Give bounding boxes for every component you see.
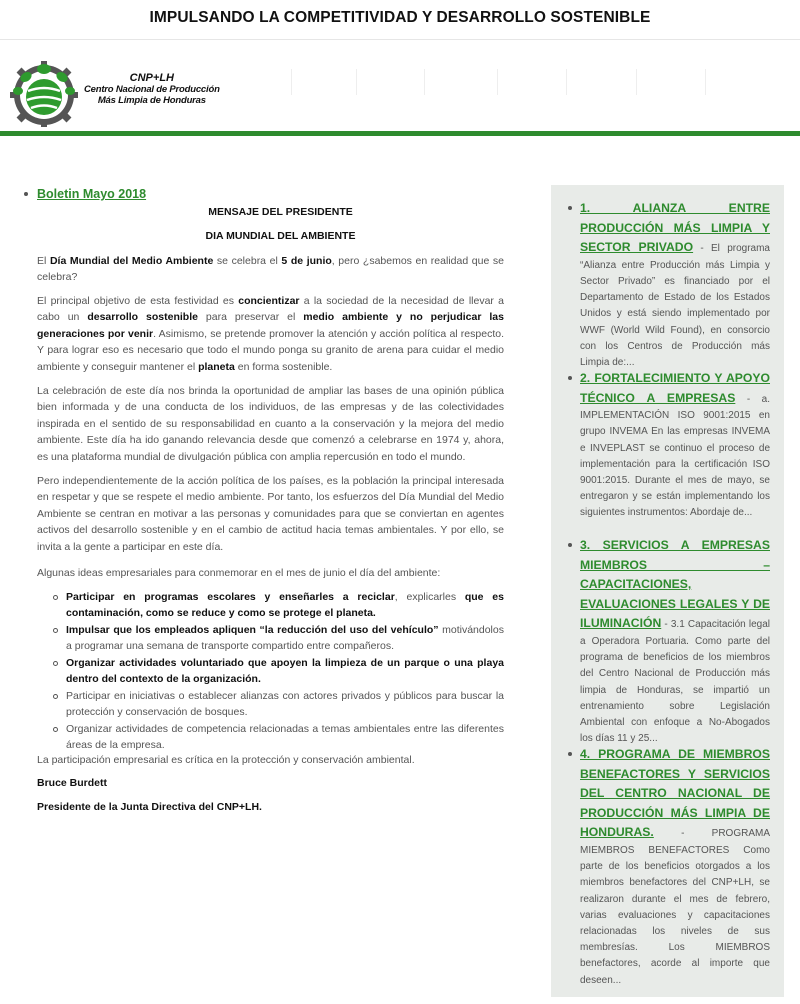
logo-line-2: Centro Nacional de Producción xyxy=(84,84,220,95)
nav-separator xyxy=(424,69,425,95)
nav-separator xyxy=(497,69,498,95)
sidebar-post-excerpt: - 3.1 Capacitación legal a Operadora Portuaria. Como parte del programa de beneficios de los miembros del Centro Nacional de Producción más limpia de Honduras, se impartió un entrenamiento sobre Legislación Ambiental con enfoque a No-Abogados los días 11 y 25... xyxy=(580,619,770,745)
site-header xyxy=(0,41,800,131)
bullet-icon xyxy=(568,376,572,380)
post-paragraph: El principal objetivo de esta festividad es concientizar a la sociedad de la necesidad de llevar a cabo un desarrollo sostenible para preservar el medio ambiente y no perjudicar las generaciones por venir. Asimismo, se pretende promover la atención y acción política al respecto. Y para lograr eso es necesario que todo el mundo ponga su granito de arena para cuidar el medio ambiente y conseguir mantener el planeta en forma sostenible. xyxy=(37,295,505,373)
bullet-circle-icon xyxy=(53,595,58,600)
bullet-icon xyxy=(568,752,572,756)
signature-title: Presidente de la Junta Directiva del CNP+LH. xyxy=(37,801,262,813)
sidebar-post-excerpt: - El programa “Alianza entre Producción más Limpia y Sector Privado” es financiado por el Departamento de Estado de los Estados Unidos y está siendo implementado por WWF (World Wild Found), en consorcio con los Centros de Producción más Limpia de:... xyxy=(580,243,770,368)
list-item: Organizar actividades voluntariado que apoyen la limpieza de un parque o una playa dentro del contexto de la organización. xyxy=(66,655,504,688)
post-title-link[interactable]: Boletin Mayo 2018 xyxy=(37,187,147,201)
list-item: Organizar actividades de competencia relacionadas a temas ambientales entre las diferentes áreas de la empresa. xyxy=(66,721,504,754)
logo-line-3: Más Limpia de Honduras xyxy=(97,95,206,106)
nav-separator xyxy=(705,69,706,95)
list-item: Participar en programas escolares y enseñarles a reciclar, explicarles que es contaminación, como se reduce y como se protege el planeta. xyxy=(66,589,504,622)
sidebar-post-item xyxy=(580,199,770,371)
list-item: Participar en iniciativas o establecer alianzas con actores privados y públicos para buscar la protección y conservación de bosques. xyxy=(66,688,504,721)
cnplh-logo-icon[interactable] xyxy=(6,55,82,127)
nav-separator xyxy=(291,69,292,95)
bullet-icon xyxy=(24,192,28,196)
bullet-circle-icon xyxy=(53,727,58,732)
sidebar-post-link[interactable]: 2. FORTALECIMIENTO Y APOYO TÉCNICO A EMPRESAS xyxy=(580,371,770,405)
sidebar-post-link[interactable]: 3. SERVICIOS A EMPRESAS MIEMBROS – CAPACITACIONES, EVALUACIONES LEGALES Y DE ILUMINACIÓN xyxy=(580,538,770,631)
sidebar-post-item xyxy=(580,745,770,989)
nav-separator xyxy=(356,69,357,95)
sidebar-post-link[interactable]: 1. ALIANZA ENTRE PRODUCCIÓN MÁS LIMPIA Y SECTOR PRIVADO xyxy=(580,201,770,255)
bullet-circle-icon xyxy=(53,628,58,633)
post-paragraph: Algunas ideas empresariales para conmemorar en el mes de junio el día del ambiente: xyxy=(37,567,441,579)
post-heading-day: DIA MUNDIAL DEL AMBIENTE xyxy=(205,230,356,242)
signature-name: Bruce Burdett xyxy=(37,777,108,789)
bullet-icon xyxy=(568,543,572,547)
post-paragraph: La participación empresarial es crítica en la protección y conservación ambiental. xyxy=(37,754,415,766)
sidebar-post-excerpt: - PROGRAMA MIEMBROS BENEFACTORES Como parte de los beneficios otorgados a los miembros benefactores del CNP+LH, se realizaron durante el mes de febrero, varias evaluaciones y capacitaciones relacionadas los niveles de sus membresías. Los MIEMBROS benefactores, acorde al importe que deseen... xyxy=(580,828,770,986)
top-tagline-bar xyxy=(0,0,800,40)
sidebar-post-excerpt: - a. IMPLEMENTACIÓN ISO 9001:2015 en grupo INVEMA En las empresas INVEMA e INVEPLAST se continuo el proceso de implementación para la certificación ISO 9001:2015. Durante el mes de mayo, se entregaron y se están implementando los siguientes instrumentos: Abordaje de... xyxy=(580,393,770,519)
post-paragraph: Pero independientemente de la acción política de los países, es la población la principal interesada en respetar y que se respete el medio ambiente. Por tanto, los esfuerzos del Día Mundial del Medio Ambiente se centran en motivar a las personas y comunidades para que se conviertan en agentes activos del desarrollo sostenible y en el cambio de actitud hacia temas ambientales. Y por ello, se invita a la gente a participar en este día. xyxy=(37,475,504,553)
header-accent-bar xyxy=(0,131,800,136)
logo-line-1: CNP+LH xyxy=(129,72,174,84)
sidebar-post-link[interactable]: 4. PROGRAMA DE MIEMBROS BENEFACTORES Y SERVICIOS DEL CENTRO NACIONAL DE PRODUCCIÓN MÁS LIMPIA DE HONDURAS. xyxy=(580,747,770,840)
list-item: Impulsar que los empleados apliquen “la reducción del uso del vehículo” motivándolos a programar una semana de transporte compartido entre compañeros. xyxy=(66,622,504,655)
nav-separator xyxy=(636,69,637,95)
bullet-circle-icon xyxy=(53,694,58,699)
site-tagline: IMPULSANDO LA COMPETITIVIDAD Y DESARROLLO SOSTENIBLE xyxy=(149,9,651,26)
nav-separator xyxy=(566,69,567,95)
post-paragraph: El Día Mundial del Medio Ambiente se celebra el 5 de junio, pero ¿sabemos en realidad que se celebra? xyxy=(37,255,504,284)
sidebar-post-item xyxy=(580,536,770,747)
post-heading-president: MENSAJE DEL PRESIDENTE xyxy=(208,206,353,218)
logo-wordmark[interactable] xyxy=(84,73,220,106)
sidebar-post-item xyxy=(580,369,770,522)
sidebar-related-posts xyxy=(551,185,784,997)
post-paragraph: La celebración de este día nos brinda la oportunidad de ampliar las bases de una opinión pública bien informada y de una conducta de los individuos, de las empresas y de las colectividades inspirada en el sentido de su responsabilidad en cuanto a la conservación y la mejora del medio ambiente. Este día ha ido ganando relevancia desde que comenzó a celebrarse en 1974 y, ahora, es una plataforma mundial de divulgación pública con amplia repercusión en todo el mundo. xyxy=(37,385,504,463)
bullet-icon xyxy=(568,206,572,210)
bullet-circle-icon xyxy=(53,661,58,666)
